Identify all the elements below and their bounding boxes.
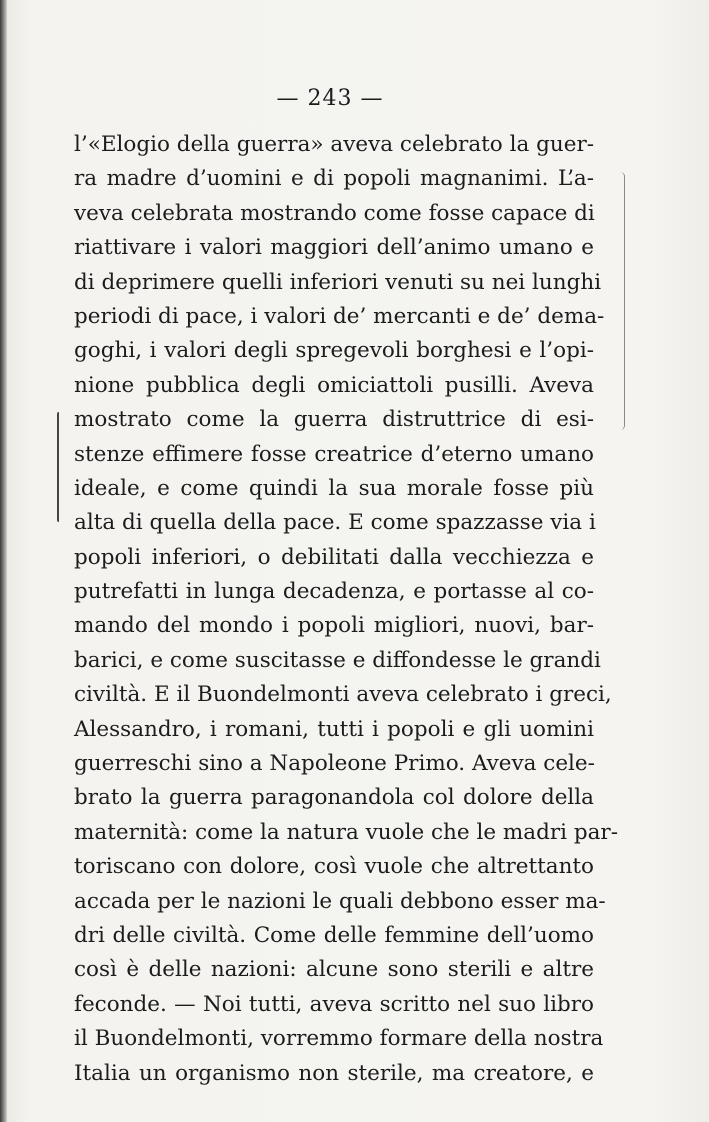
body-text xyxy=(74,128,618,1091)
text-line: toriscano con dolore, così vuole che altrettanto xyxy=(74,854,594,880)
text-line: Italia un organismo non sterile, ma creatore, e xyxy=(74,1060,594,1086)
text-line: alta di quella della pace. E come spazzasse via i xyxy=(74,510,596,536)
margin-mark-right xyxy=(616,172,625,430)
text-line: putrefatti in lunga decadenza, e portasse al co- xyxy=(74,579,594,605)
text-line: veva celebrata mostrando come fosse capace di xyxy=(74,200,595,226)
text-line: brato la guerra paragonandola col dolore della xyxy=(74,785,594,811)
text-line: feconde. — Noi tutti, aveva scritto nel suo libro xyxy=(74,991,594,1017)
text-line: l’«Elogio della guerra» aveva celebrato la guer- xyxy=(74,132,594,157)
text-line: mando del mondo i popoli migliori, nuovi, bar- xyxy=(74,613,594,639)
text-line: popoli inferiori, o debilitati dalla vecchiezza e xyxy=(74,544,594,570)
text-line: accada per le nazioni le quali debbono esser ma- xyxy=(74,888,606,914)
binding-edge xyxy=(0,0,7,1122)
margin-mark-left xyxy=(57,412,65,522)
text-line: il Buondelmonti, vorremmo formare della nostra xyxy=(74,1026,604,1052)
text-line: Alessandro, i romani, tutti i popoli e gli uomini xyxy=(74,716,594,742)
text-line: nione pubblica degli omiciattoli pusilli. Aveva xyxy=(74,372,594,398)
text-line: dri delle civiltà. Come delle femmine dell’uomo xyxy=(74,922,594,948)
text-line: ra madre d’uomini e di popoli magnanimi. L’a- xyxy=(74,166,594,192)
text-line: di deprimere quelli inferiori venuti su nei lunghi xyxy=(74,269,602,295)
text-line: stenze effimere fosse creatrice d’eterno umano xyxy=(74,441,594,467)
text-line: mostrato come la guerra distruttrice di esi- xyxy=(74,407,594,433)
page-number: — 243 — xyxy=(276,86,384,111)
text-line: goghi, i valori degli spregevoli borghesi e l’opi- xyxy=(74,338,594,364)
text-line: civiltà. E il Buondelmonti aveva celebrato i greci, xyxy=(74,682,612,708)
text-line: così è delle nazioni: alcune sono sterili e altre xyxy=(74,957,594,983)
text-line: periodi di pace, i valori de’ mercanti e de’ dema- xyxy=(74,303,605,329)
text-line: barici, e come suscitasse e diffondesse le grandi xyxy=(74,647,601,673)
text-line: maternità: come la natura vuole che le madri par- xyxy=(74,819,618,845)
text-line: riattivare i valori maggiori dell’animo umano e xyxy=(74,235,594,261)
text-line: ideale, e come quindi la sua morale fosse più xyxy=(74,475,594,501)
text-line: guerreschi sino a Napoleone Primo. Aveva cele- xyxy=(74,751,595,777)
